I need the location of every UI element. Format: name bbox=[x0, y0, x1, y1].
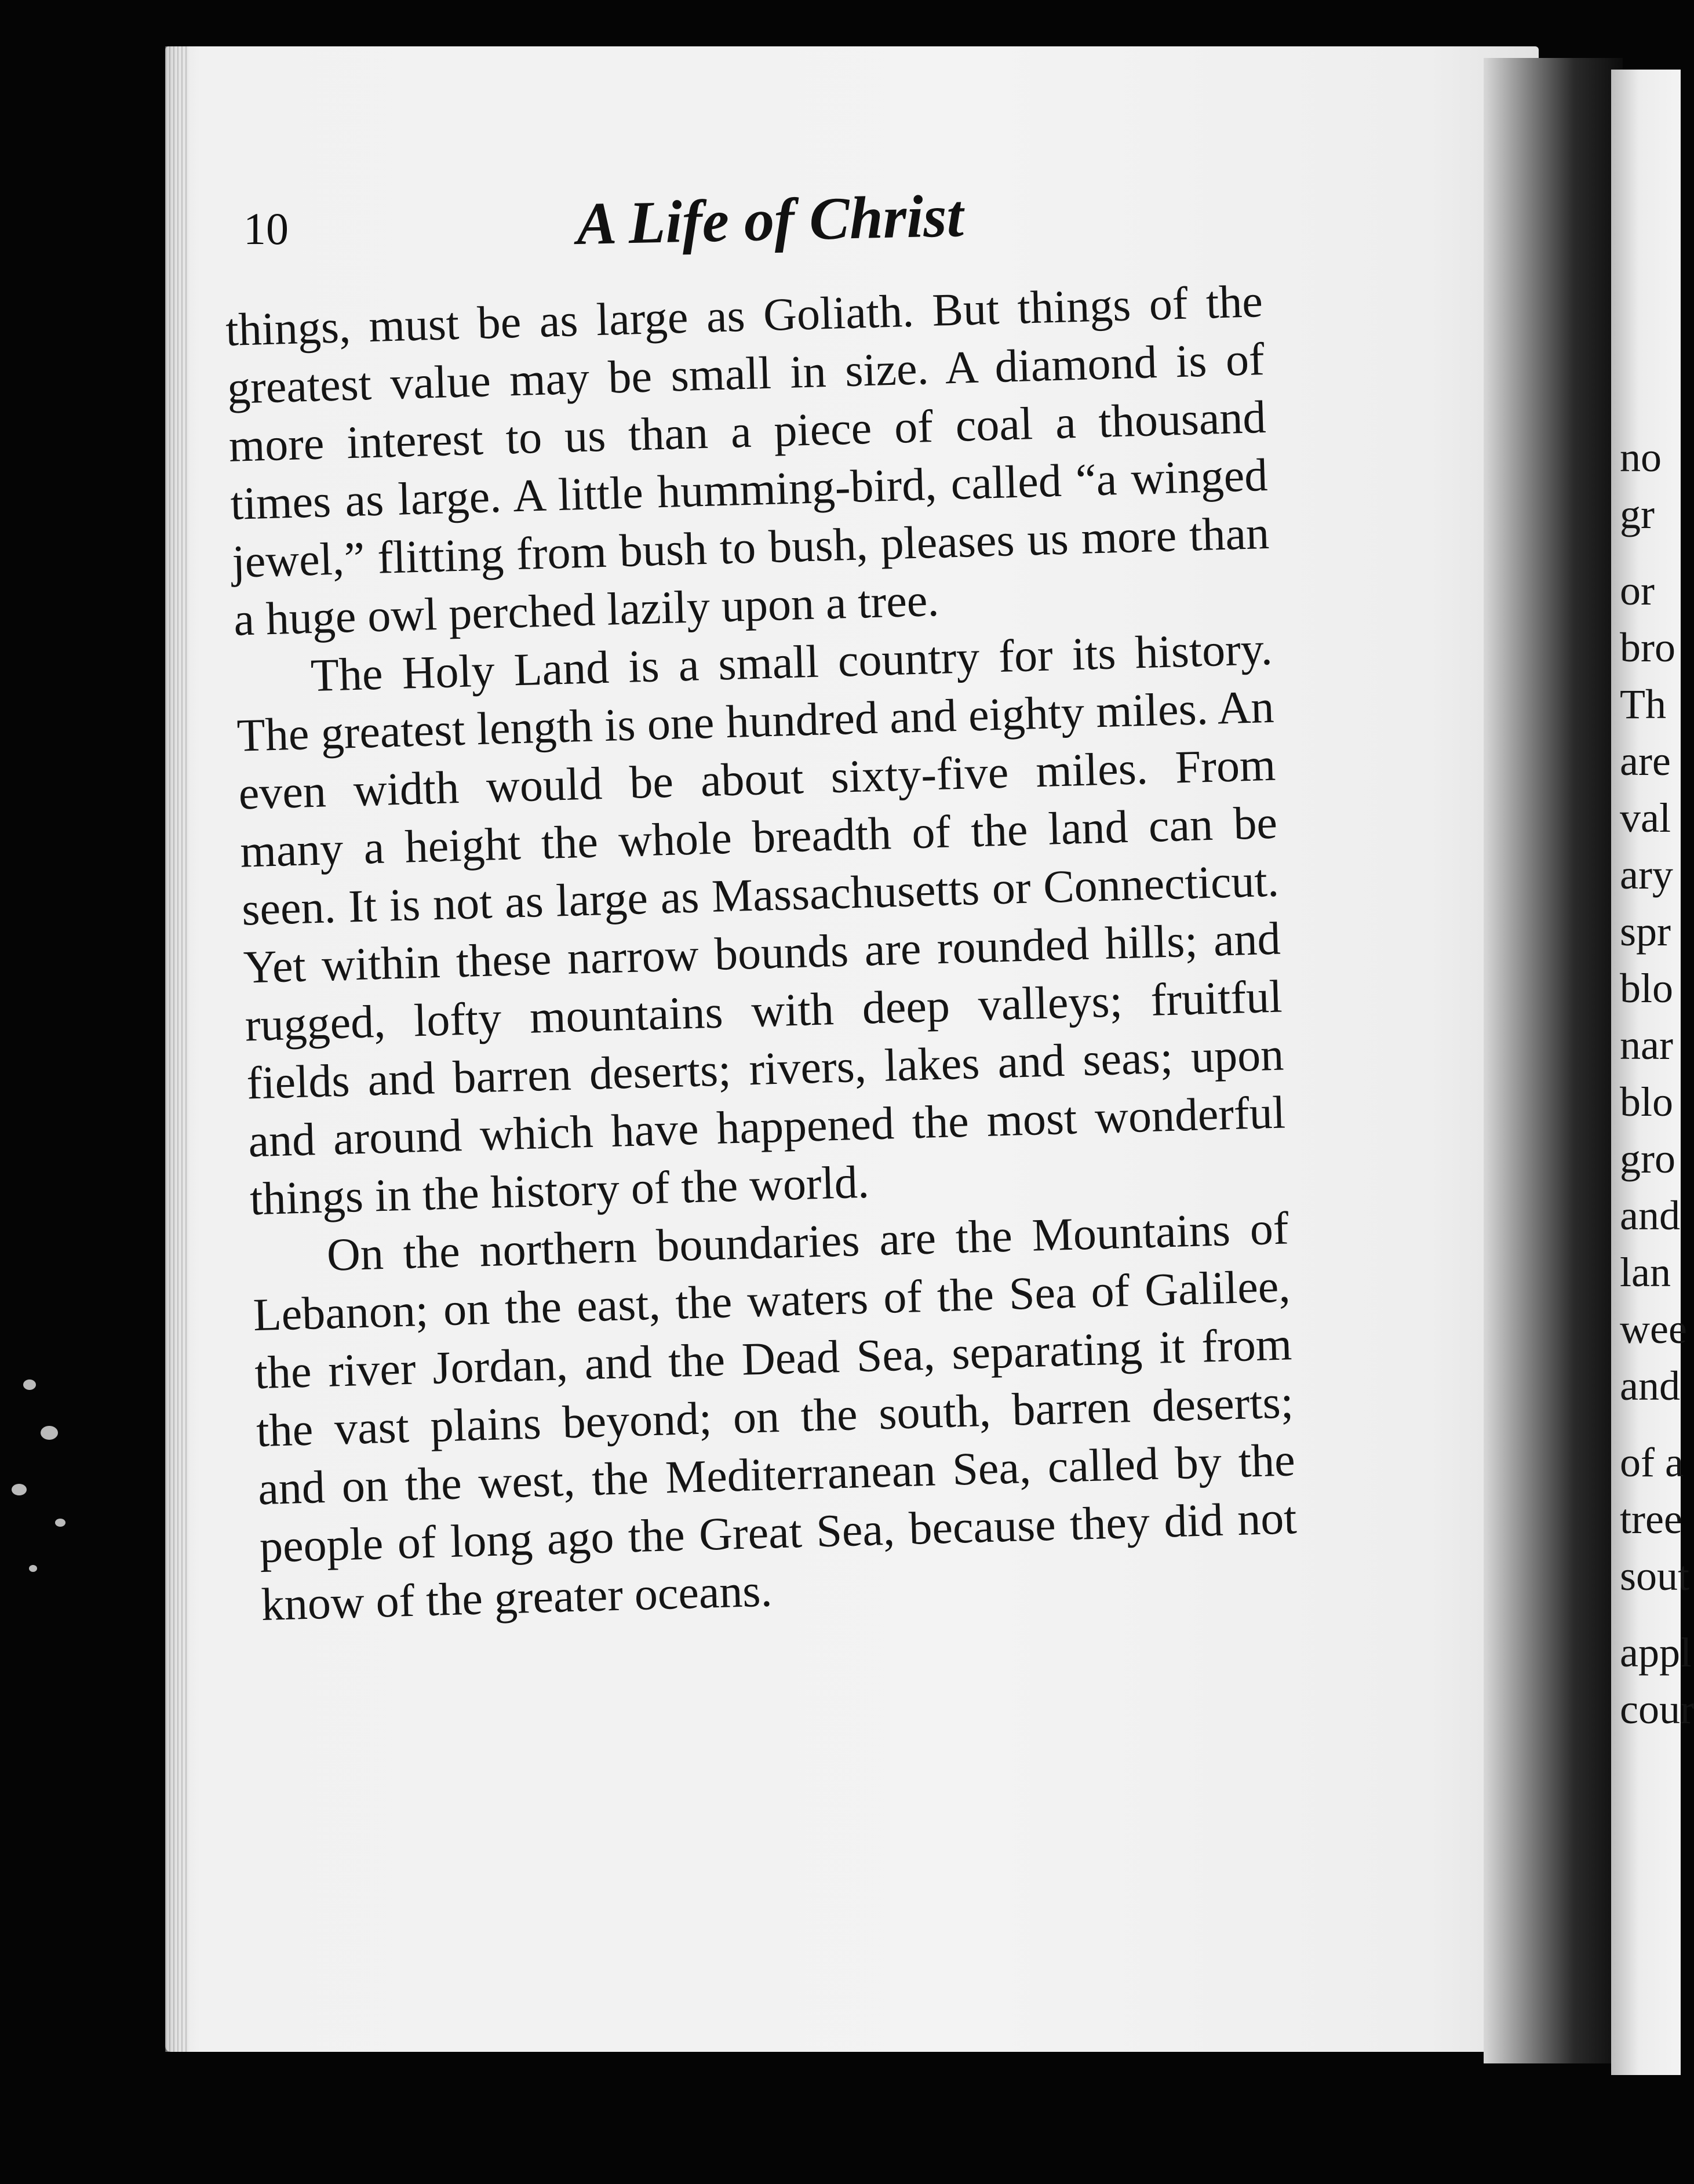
facing-page-text bbox=[1620, 429, 1694, 1738]
facing-line: cour bbox=[1620, 1686, 1694, 1732]
scan-speck bbox=[41, 1426, 58, 1440]
book-title: A Life of Christ bbox=[575, 183, 964, 257]
scan-speck bbox=[29, 1565, 37, 1572]
facing-line: gro bbox=[1620, 1135, 1675, 1182]
facing-line: or bbox=[1620, 567, 1655, 614]
facing-line: Th bbox=[1620, 681, 1666, 727]
facing-line: and bbox=[1620, 1363, 1680, 1409]
paragraph: things, must be as large as Goliath. But things of the greatest value may be small in size. A diamond is of more interest to us than a piece of coal a thousand times as large. A little humming-bird, called “a winged jewel,” flitting from bush to bush, pleases us more than a huge owl perched lazily upon a tree. bbox=[225, 276, 1270, 646]
page-edge bbox=[165, 46, 188, 2052]
scan-speck bbox=[23, 1379, 36, 1390]
facing-line: and bbox=[1620, 1192, 1680, 1239]
facing-line: ary bbox=[1620, 851, 1673, 898]
facing-line: tree bbox=[1620, 1496, 1682, 1542]
facing-line: sout bbox=[1620, 1553, 1690, 1599]
facing-line: no bbox=[1620, 434, 1662, 481]
facing-line: gr bbox=[1620, 491, 1655, 537]
facing-line: nar bbox=[1620, 1022, 1673, 1068]
page-number: 10 bbox=[243, 203, 289, 254]
facing-line: blo bbox=[1620, 965, 1674, 1011]
facing-line: bro bbox=[1620, 624, 1675, 671]
scan-speck bbox=[55, 1519, 65, 1527]
facing-line: are bbox=[1620, 738, 1671, 784]
facing-line: lan bbox=[1620, 1249, 1671, 1295]
facing-line: appl bbox=[1620, 1629, 1692, 1676]
scan-speck bbox=[12, 1484, 27, 1495]
facing-line: wee bbox=[1620, 1306, 1687, 1352]
paragraph: The Holy Land is a small country for its history. The greatest length is one hundred and eighty miles. An even width would be about sixty-five miles. From many a height the whole breadth of the land can be seen. It is not as large as Massachusetts or Connecticut. Yet within these narrow bounds are rounded hills; and rugged, lofty mountains with deep valleys; fruitful fields and barren deserts; rivers, lakes and seas; upon and around which have happened the most wonderful things in the history of the world. bbox=[236, 623, 1287, 1225]
facing-line: of a bbox=[1620, 1439, 1684, 1486]
running-head bbox=[243, 185, 1147, 272]
facing-line: spr bbox=[1620, 908, 1671, 955]
book-gutter-shadow bbox=[1484, 58, 1623, 2063]
facing-line: val bbox=[1620, 795, 1671, 841]
facing-line: blo bbox=[1620, 1079, 1674, 1125]
body-text bbox=[225, 272, 1299, 1634]
paragraph: On the northern boundaries are the Mountains of Lebanon; on the east, the waters of the Sea of Galilee, the river Jordan, and the Dead Sea, separating it from the vast plains beyond; on the south, barren deserts; and on the west, the Mediterranean Sea, called by the people of long ago the Great Sea, because they did not know of the greater oceans. bbox=[252, 1203, 1298, 1631]
